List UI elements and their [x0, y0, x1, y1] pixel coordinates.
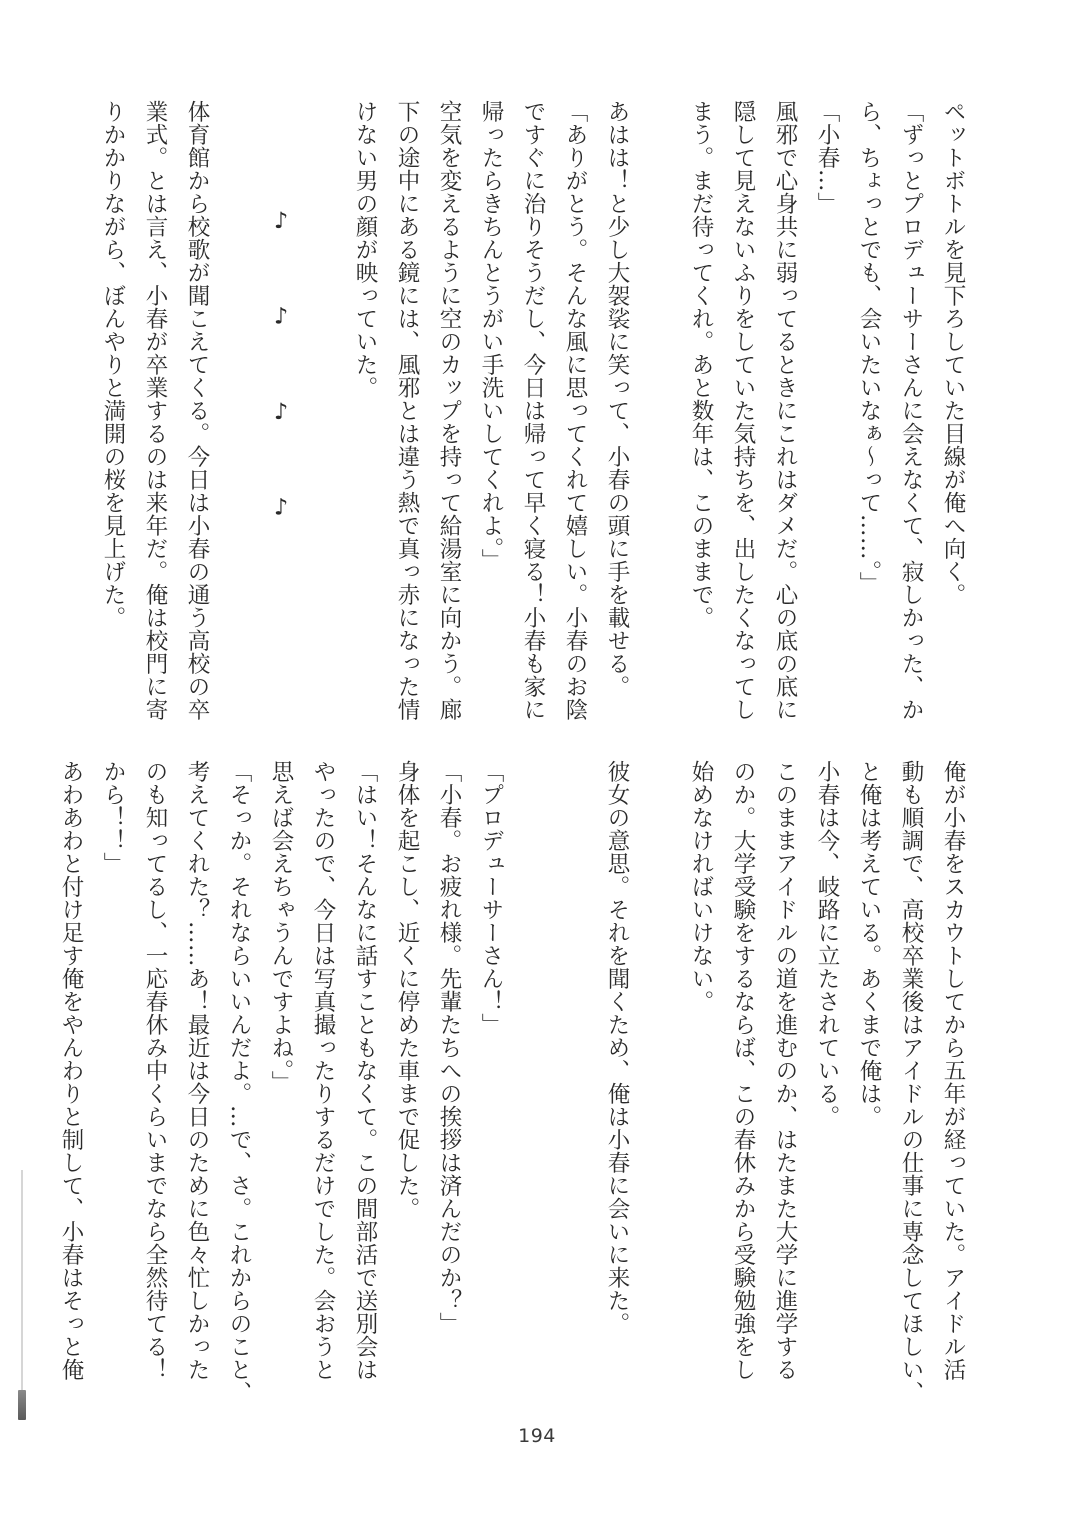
text-line: このままアイドルの道を進むのか、はたまた大学に進学する — [772, 760, 798, 1381]
text-line: 帰ったらきちんとうがい手洗いしてくれよ。」 — [478, 100, 504, 572]
blank-line — [218, 100, 260, 740]
text-line: 俺が小春をスカウトしてから五年が経っていた。アイドル活 — [940, 760, 966, 1381]
blank-line — [638, 760, 680, 1400]
text-line: けない男の顔が映っていた。 — [352, 100, 378, 399]
text-line: あはは！と少し大袈裟に笑って、小春の頭に手を載せる。 — [604, 100, 630, 698]
bottom-text-block — [58, 760, 974, 1404]
text-line: ですぐに治りそうだし、今日は帰って早く寝る！小春も家に — [520, 100, 546, 721]
text-line: 思えば会えちゃうんですよね。」 — [268, 760, 294, 1094]
text-line: あわあわと付け足す俺をやんわりと制して、小春はそっと俺 — [58, 760, 84, 1381]
text-line: 風邪で心身共に弱ってるときにこれはダメだ。心の底の底に — [772, 100, 798, 721]
blank-line — [302, 100, 344, 740]
text-line: 「はい！そんなに話すこともなくて。この間部活で送別会は — [352, 760, 378, 1381]
binding-mark — [18, 1390, 26, 1420]
text-line: 「小春…」 — [814, 100, 840, 215]
text-line: と俺は考えている。あくまで俺は。 — [856, 760, 882, 1128]
text-line: 「プロデューサーさん！」 — [478, 760, 504, 1036]
text-line: 「ありがとう。そんな風に思ってくれて嬉しい。小春のお陰 — [562, 100, 588, 721]
top-text-block — [100, 100, 974, 740]
text-line: 彼女の意思。それを聞くため、俺は小春に会いに来た。 — [604, 760, 630, 1335]
page-number: 194 — [518, 1425, 556, 1447]
text-line: 「そっか。それならいいんだよ。…で、さ。これからのこと、 — [226, 760, 252, 1404]
text-line: ペットボトルを見下ろしていた目線が俺へ向く。 — [940, 100, 966, 606]
text-line: 下の途中にある鏡には、風邪とは違う熱で真っ赤になった情 — [394, 100, 420, 721]
text-line: 業式。とは言え、小春が卒業するのは来年だ。俺は校門に寄 — [142, 100, 168, 721]
text-line: りかかりながら、ぼんやりと満開の桜を見上げた。 — [100, 100, 126, 629]
text-line: 「小春。お疲れ様。先輩たちへの挨拶は済んだのか？」 — [436, 760, 462, 1335]
text-line: まう。まだ待ってくれ。あと数年は、このままで。 — [688, 100, 714, 629]
text-line: 「ずっとプロデューサーさんに会えなくて、寂しかった、か — [898, 100, 924, 721]
text-line: のも知ってるし、一応春休み中くらいまでなら全然待てる！ — [142, 760, 168, 1381]
blank-line — [554, 760, 596, 1400]
text-line: 身体を起こし、近くに停めた車まで促した。 — [394, 760, 420, 1220]
text-line: 隠して見えないふりをしていた気持ちを、出したくなってし — [730, 100, 756, 721]
text-line: 始めなければいけない。 — [688, 760, 714, 1013]
text-line: のか。大学受験をするならば、この春休みから受験勉強をし — [730, 760, 756, 1381]
text-line: 動も順調で、高校卒業後はアイドルの仕事に専念してほしい、 — [898, 760, 924, 1404]
text-line: やったので、今日は写真撮ったりするだけでした。会おうと — [310, 760, 336, 1381]
blank-line — [638, 100, 680, 740]
text-line: ら、ちょっとでも、会いたいなぁ〜って……。」 — [856, 100, 882, 595]
scene-break-notes: ♪ ♪ ♪ ♪ — [268, 208, 294, 521]
text-line: 小春は今、岐路に立たされている。 — [814, 760, 840, 1128]
binding-edge-line — [21, 1170, 23, 1390]
blank-line — [512, 760, 554, 1400]
text-line: から！！」 — [100, 760, 126, 875]
text-line: 考えてくれた？……あ！最近は今日のために色々忙しかった — [184, 760, 210, 1381]
text-line: 空気を変えるように空のカップを持って給湯室に向かう。廊 — [436, 100, 462, 721]
text-line: 体育館から校歌が聞こえてくる。今日は小春の通う高校の卒 — [184, 100, 210, 721]
